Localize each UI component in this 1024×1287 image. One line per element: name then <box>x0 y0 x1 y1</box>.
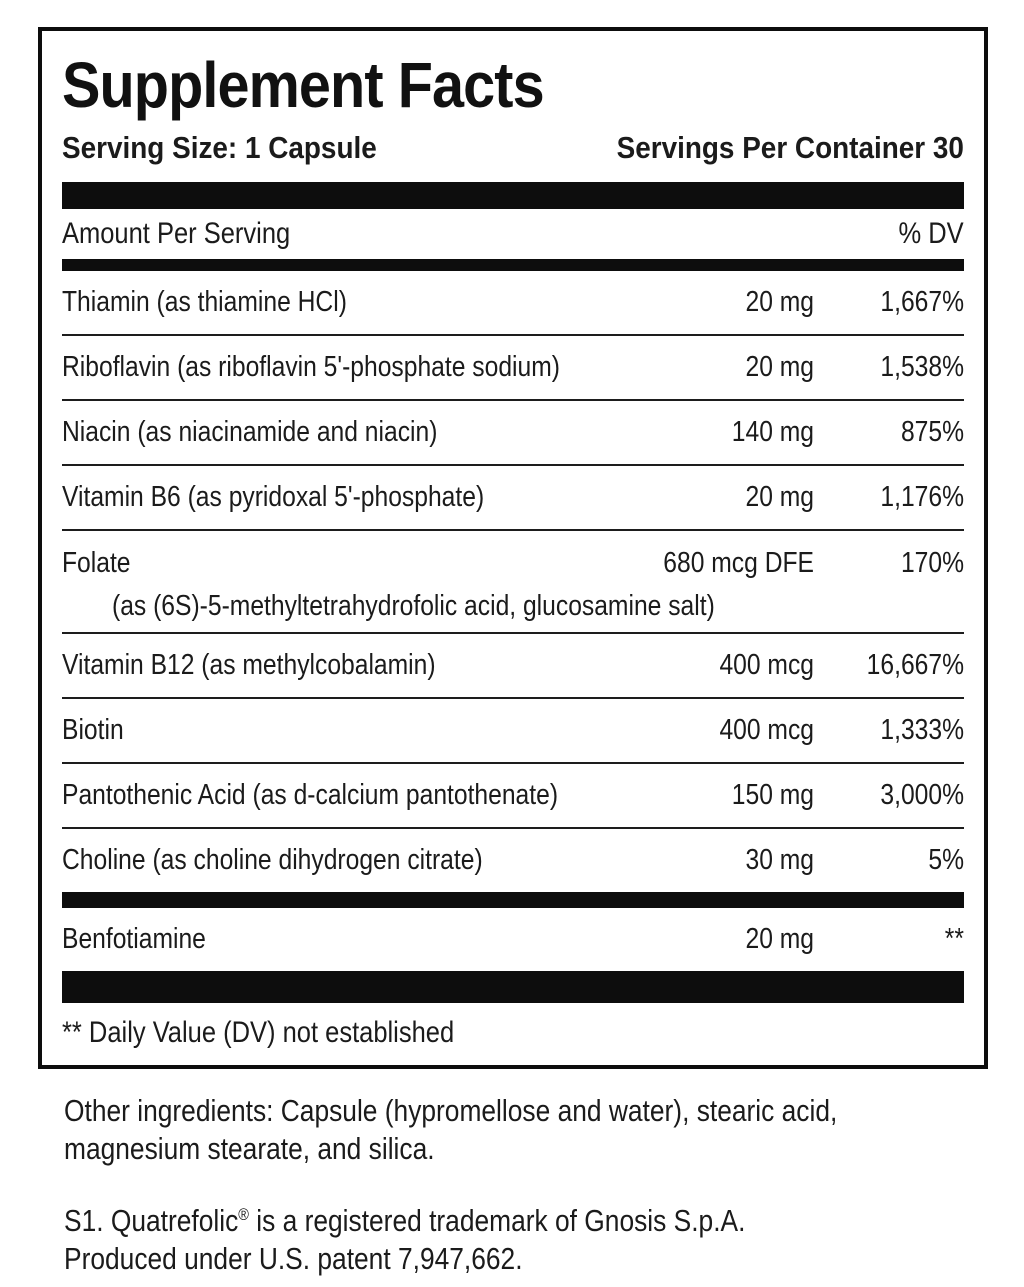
nutrient-name: Thiamin (as thiamine HCl) <box>62 286 347 318</box>
trademark-text: S1. Quatrefolic <box>64 1203 239 1238</box>
daily-value-footnote: ** Daily Value (DV) not established <box>62 1016 455 1049</box>
nutrient-row-riboflavin <box>62 336 964 401</box>
nutrient-amount: 20 mg <box>745 923 814 955</box>
other-ingredients-line: Other ingredients: Capsule (hypromellose and water), stearic acid, <box>64 1093 838 1128</box>
nutrient-dv: 875% <box>900 416 964 448</box>
registered-symbol: ® <box>238 1205 249 1224</box>
trademark-note <box>64 1196 866 1278</box>
nutrient-dv: 5% <box>928 844 964 876</box>
servings-per-container-label: Servings Per Container 30 <box>616 130 964 165</box>
medium-divider-benfotiamine <box>62 892 964 908</box>
nutrient-row-choline <box>62 829 964 892</box>
nutrient-dv: 1,538% <box>880 351 964 383</box>
nutrient-amount: 400 mcg <box>719 714 814 746</box>
nutrient-row-benfotiamine <box>62 908 964 971</box>
supplement-facts-panel <box>38 27 988 1069</box>
nutrient-amount: 30 mg <box>745 844 814 876</box>
serving-size-label: Serving Size: 1 Capsule <box>62 130 377 165</box>
nutrient-row-vitamin-b12 <box>62 634 964 699</box>
other-ingredients-line: magnesium stearate, and silica. <box>64 1131 435 1166</box>
nutrient-dv: 170% <box>900 546 964 579</box>
nutrient-row-pantothenic-acid <box>62 764 964 829</box>
nutrient-amount: 140 mg <box>731 416 814 448</box>
nutrient-name: Riboflavin (as riboflavin 5'-phosphate sodium) <box>62 351 560 383</box>
nutrient-dv: 3,000% <box>880 779 964 811</box>
nutrient-name: Benfotiamine <box>62 923 206 955</box>
nutrient-dv: 16,667% <box>866 649 964 681</box>
nutrient-dv: ** <box>944 923 964 955</box>
medium-divider-header <box>62 259 964 271</box>
nutrient-name: Vitamin B6 (as pyridoxal 5'-phosphate) <box>62 481 485 513</box>
nutrient-row-thiamin <box>62 271 964 336</box>
nutrient-amount: 680 mcg DFE <box>663 546 814 579</box>
percent-dv-header: % DV <box>898 217 964 250</box>
nutrient-name: Folate <box>62 546 131 579</box>
nutrient-amount: 20 mg <box>745 286 814 318</box>
nutrient-amount: 20 mg <box>745 481 814 513</box>
nutrient-amount: 400 mcg <box>719 649 814 681</box>
nutrient-dv: 1,333% <box>880 714 964 746</box>
table-header-row <box>62 209 964 259</box>
amount-per-serving-header: Amount Per Serving <box>62 217 291 250</box>
nutrient-row-folate <box>62 531 964 634</box>
nutrient-name: Niacin (as niacinamide and niacin) <box>62 416 438 448</box>
trademark-line <box>64 1196 745 1240</box>
nutrient-row-main-line <box>62 543 964 583</box>
nutrient-name: Pantothenic Acid (as d-calcium pantothenate) <box>62 779 559 811</box>
nutrient-name: Biotin <box>62 714 124 746</box>
nutrient-name-detail: (as (6S)-5-methyltetrahydrofolic acid, glucosamine salt) <box>112 590 715 622</box>
nutrient-amount: 20 mg <box>745 351 814 383</box>
nutrient-row-biotin <box>62 699 964 764</box>
thick-divider-bottom <box>62 971 964 1003</box>
nutrient-row-vitamin-b6 <box>62 466 964 531</box>
serving-info-row <box>62 129 964 166</box>
nutrient-name: Vitamin B12 (as methylcobalamin) <box>62 649 436 681</box>
panel-title: Supplement Facts <box>62 49 544 121</box>
nutrient-dv: 1,667% <box>880 286 964 318</box>
trademark-text: is a registered trademark of Gnosis S.p.A. <box>248 1203 746 1238</box>
other-ingredients-note <box>64 1092 974 1168</box>
trademark-line: Produced under U.S. patent 7,947,662. <box>64 1241 523 1276</box>
thick-divider-top <box>62 182 964 209</box>
nutrient-amount: 150 mg <box>731 779 814 811</box>
nutrient-name: Choline (as choline dihydrogen citrate) <box>62 844 483 876</box>
nutrient-dv: 1,176% <box>880 481 964 513</box>
nutrient-row-niacin <box>62 401 964 466</box>
